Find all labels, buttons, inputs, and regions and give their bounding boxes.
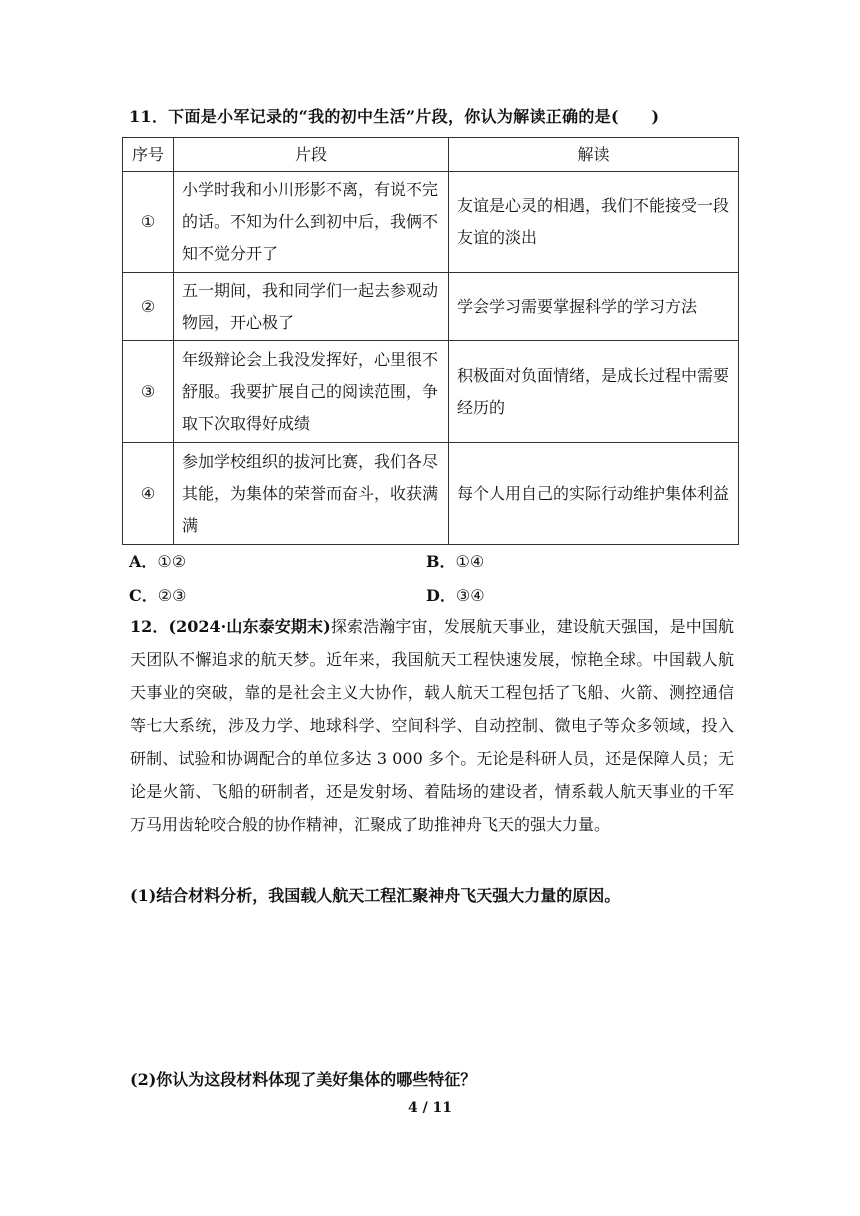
table-row <box>123 443 739 545</box>
table-header-row <box>123 138 739 172</box>
table-row <box>123 172 739 273</box>
row-number: ④ <box>123 443 174 545</box>
row-segment: 参加学校组织的拔河比赛，我们各尽其能，为集体的荣誉而奋斗，收获满满 <box>174 443 449 545</box>
table-row <box>123 341 739 443</box>
row-interpretation: 学会学习需要掌握科学的学习方法 <box>449 273 739 341</box>
option-text: ②③ <box>157 586 187 605</box>
option-letter: C． <box>129 586 158 605</box>
question-11-title: 11．下面是小军记录的“我的初中生活”片段，你认为解读正确的是( ) <box>129 107 660 126</box>
question-12-sub1: (1)结合材料分析，我国载人航天工程汇聚神舟飞天强大力量的原因。 <box>130 886 621 905</box>
row-interpretation: 友谊是心灵的相遇，我们不能接受一段友谊的淡出 <box>449 172 739 273</box>
row-number: ③ <box>123 341 174 443</box>
question-12-source: (2024·山东泰安期末) <box>168 617 331 636</box>
row-interpretation: 积极面对负面情绪，是成长过程中需要经历的 <box>449 341 739 443</box>
option-text: ③④ <box>455 586 485 605</box>
row-segment: 小学时我和小川形影不离，有说不完的话。不知为什么到初中后，我俩不知不觉分开了 <box>174 172 449 273</box>
option-b <box>426 549 484 572</box>
row-number: ① <box>123 172 174 273</box>
column-header-segment: 片段 <box>174 138 449 172</box>
option-letter: A． <box>129 552 158 571</box>
row-segment: 五一期间，我和同学们一起去参观动物园，开心极了 <box>174 273 449 341</box>
question-12-material <box>130 610 734 841</box>
option-letter: B． <box>426 552 456 571</box>
page-number: 4 / 11 <box>407 1100 453 1116</box>
row-segment: 年级辩论会上我没发挥好，心里很不舒服。我要扩展自己的阅读范围，争取下次取得好成绩 <box>174 341 449 443</box>
option-a <box>129 549 186 572</box>
option-text: ①④ <box>455 552 485 571</box>
option-c <box>129 583 186 606</box>
column-header-number: 序号 <box>123 138 174 172</box>
row-interpretation: 每个人用自己的实际行动维护集体利益 <box>449 443 739 545</box>
option-d <box>426 583 485 606</box>
table-row <box>123 273 739 341</box>
question-12-text: 探索浩瀚宇宙，发展航天事业，建设航天强国，是中国航天团队不懈追求的航天梦。近年来，我国航天工程快速发展，惊艳全球。中国载人航天事业的突破，靠的是社会主义大协作，载人航天工程包括了飞船、火箭、测控通信等七大系统，涉及力学、地球科学、空间科学、自动控制、微电子等众多领域，投入研制、试验和协调配合的单位多达 3 000 多个。无论是科研人员，还是保障人员；无论是火箭、飞船的研制者，还是发射场、着陆场的建设者，情系载人航天事业的千军万马用齿轮咬合般的协作精神，汇聚成了助推神舟飞天的强大力量。 <box>130 617 734 834</box>
question-11-table <box>122 137 739 545</box>
option-text: ①② <box>157 552 187 571</box>
column-header-interpretation: 解读 <box>449 138 739 172</box>
option-letter: D． <box>426 586 456 605</box>
row-number: ② <box>123 273 174 341</box>
question-12-number: 12． <box>130 617 169 636</box>
question-12-sub2: (2)你认为这段材料体现了美好集体的哪些特征？ <box>130 1070 477 1089</box>
